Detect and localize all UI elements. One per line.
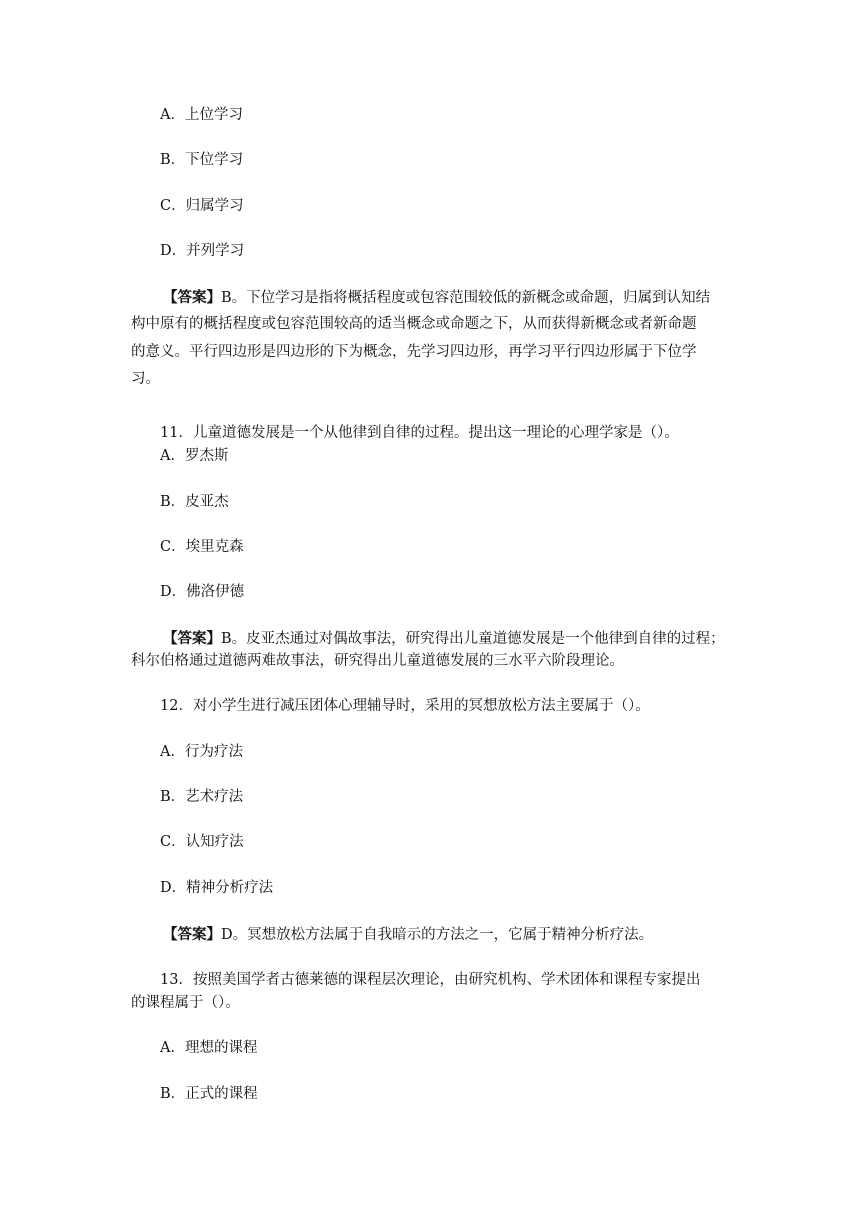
q10-option-b: B．下位学习 <box>160 152 244 168</box>
q10-option-d: D．并列学习 <box>160 243 245 259</box>
q10-option-c: C．归属学习 <box>160 198 244 214</box>
q10-answer-line-2: 构中原有的概括程度或包容范围较高的适当概念或命题之下，从而获得新概念或者新命题 <box>131 316 697 332</box>
q12-option-a: A．行为疗法 <box>160 744 243 760</box>
q11-option-c: C．埃里克森 <box>160 539 244 555</box>
q12-answer-line-1: 【答案】D。冥想放松方法属于自我暗示的方法之一，它属于精神分析疗法。 <box>163 926 654 943</box>
q12-option-c: C．认知疗法 <box>160 834 244 850</box>
q10-option-a: A．上位学习 <box>160 107 243 123</box>
q11-answer-line-1: 【答案】B。皮亚杰通过对偶故事法，研究得出儿童道德发展是一个他律到自律的过程； <box>163 630 725 647</box>
q11-option-d: D．佛洛伊德 <box>160 584 245 600</box>
q10-answer-line-3: 的意义。平行四边形是四边形的下为概念，先学习四边形，再学习平行四边形属于下位学 <box>131 344 697 360</box>
q11-answer-label: 【答案】 <box>163 630 221 647</box>
q13-question-line-1: 13．按照美国学者古德莱德的课程层次理论，由研究机构、学术团体和课程专家提出 <box>160 972 701 988</box>
q11-option-a: A．罗杰斯 <box>160 448 229 464</box>
q12-option-d: D．精神分析疗法 <box>160 880 274 896</box>
q12-option-b: B．艺术疗法 <box>160 789 244 805</box>
q10-answer-label: 【答案】 <box>163 289 221 306</box>
q10-answer-line-4: 习。 <box>131 371 160 387</box>
q11-answer-line-2: 科尔伯格通过道德两难故事法，研究得出儿童道德发展的三水平六阶段理论。 <box>131 653 624 669</box>
q11-option-b: B．皮亚杰 <box>160 494 229 510</box>
q13-question-line-2: 的课程属于（）。 <box>131 995 240 1011</box>
q12-answer-label: 【答案】 <box>163 926 221 943</box>
q10-answer-line-1: 【答案】B。下位学习是指将概括程度或包容范围较低的新概念或命题，归属到认知结 <box>163 289 711 306</box>
q11-question: 11．儿童道德发展是一个从他律到自律的过程。提出这一理论的心理学家是（）。 <box>160 425 679 441</box>
q13-option-b: B．正式的课程 <box>160 1086 258 1102</box>
q13-option-a: A．理想的课程 <box>160 1040 258 1056</box>
q12-question: 12．对小学生进行减压团体心理辅导时，采用的冥想放松方法主要属于（）。 <box>160 698 650 714</box>
